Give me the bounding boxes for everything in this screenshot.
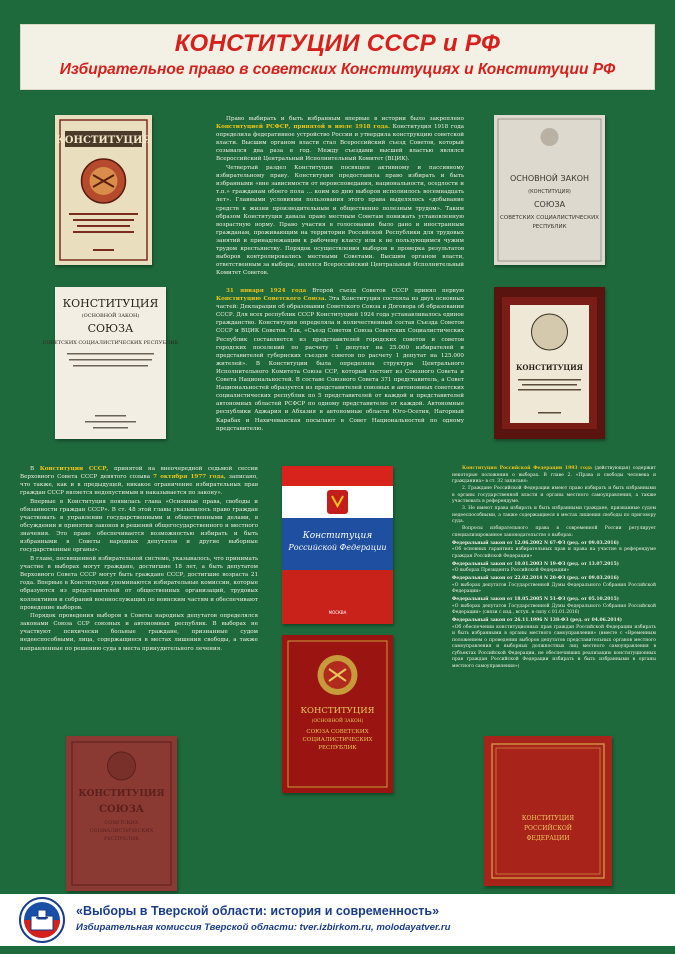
book-constitution-1924	[42, 287, 179, 439]
paragraph: Четвертый раздел Конституции посвящен активному и пассивному избирательному праву. Конституция предоставила право избирать и быть избранными «вне зависимости от вероисповедания, национальности, оседлости и т.п.» гражданам обоего пола … коим ко дню выборов исполнилось восемнадцать лет». Главными условиями пользования этого права выделялось «добывание средств к жизни производительным и общественно полезным трудом». Таким образом Конституция давала право местным Советам понижать установленную возрастную норму. Право участия в голосовании было дано и иностранным гражданам, проживающим на территории Российской Республики для трудовых занятий и принадлежащим к рабочему классу или к не пользующимся чужим трудом крестьянству. Порядок осуществления выборов и проверка результатов выборов контролировались местными Советами. Высшим органом власти, ответственным за выборы, являлся Всероссийский Центральный Исполнительный Комитет Советов.	[216, 165, 464, 277]
paragraph: Порядок проведения выборов в Советы народных депутатов определялся законами Союза ССР союзных и автономных республик. В выборах не участвуют психически больные граждане, признанные судом недееспособными, лица, содержащиеся в местах лишения свободы, а также направленные по решению суда в места принудительного лечения.	[20, 613, 258, 652]
svg-text:СОВЕТСКИХ СОЦИАЛИСТИЧЕСКИХ: СОВЕТСКИХ СОЦИАЛИСТИЧЕСКИХ	[500, 215, 599, 221]
svg-text:ФЕДЕРАЦИИ: ФЕДЕРАЦИИ	[526, 835, 570, 842]
highlight-constitution-rf: Конституция Российской Федерации 1993 года	[462, 466, 592, 471]
svg-text:КОНСТИТУЦИЯ: КОНСТИТУЦИЯ	[300, 706, 375, 716]
svg-text:(ОСНОВНОЙ ЗАКОН): (ОСНОВНОЙ ЗАКОН)	[311, 719, 364, 724]
law-title: «Об обеспечении конституционных прав граждан Российской Федерации избирать и быть избранными в органы местного самоуправления» (вместе с «Временным положением о проведении выборов депутатов представительных органов местного самоуправления и выборных должностных лиц местного самоуправления в субъектах Российской Федерации, не обеспечивших реализацию конституционных прав граждан Российской Федерации избирать и быть избранными в органы местного самоуправления»)	[452, 624, 656, 669]
svg-text:СОЦИАЛИСТИЧЕСКИХ: СОЦИАЛИСТИЧЕСКИХ	[89, 828, 154, 834]
text-block-1977	[20, 465, 258, 653]
text: В	[30, 466, 35, 472]
footer	[0, 894, 675, 946]
svg-text:РЕСПУБЛИК: РЕСПУБЛИК	[318, 745, 357, 751]
law-item	[452, 597, 656, 617]
text-block-1993	[452, 466, 656, 670]
paragraph: 3. Не имеют права избирать и быть избранными граждане, признанные судом недееспособными, а также содержащиеся в местах лишения свободы по приговору суда.	[452, 506, 656, 524]
svg-text:СОВЕТСКИХ СОЦИАЛИСТИЧЕСКИХ РЕС: СОВЕТСКИХ СОЦИАЛИСТИЧЕСКИХ РЕСПУБЛИК	[42, 340, 179, 346]
page-title: КОНСТИТУЦИИ СССР и РФ	[174, 30, 501, 57]
svg-text:КОНСТИТУЦИЯ: КОНСТИТУЦИЯ	[516, 363, 583, 372]
text: записано, что также, как и в предыдущей, никакое ограничение избирательных прав граждан СССР является недопустимым и наказывается по закону».	[20, 474, 259, 497]
paragraph	[216, 287, 464, 433]
footer-title: «Выборы в Тверской области: история и современность»	[76, 904, 440, 918]
highlight-1924: Конституцию Советского Союза.	[216, 296, 327, 303]
svg-text:КОНСТИТУЦИЯ: КОНСТИТУЦИЯ	[78, 789, 165, 799]
paragraph: Впервые в Конституция появилась глава «Основные права, свободы и обязанности граждан СССР». В ст. 48 этой главы указывалось право граждан участвовать в управлении государственными и общественными делами, в обсуждении и принятии законов и решений общегосударственного и местного значения. Это право обеспечивается возможностью избирать и быть избранными в Советы народных депутатов и другие выборные государственные органы».	[20, 498, 258, 554]
svg-text:РОССИЙСКОЙ: РОССИЙСКОЙ	[524, 825, 572, 832]
law-title: «О выборах Президента Российской Федерации»	[452, 568, 570, 573]
law-item	[452, 562, 656, 575]
text: Конституция 1918 года определила федеративное устройство России и утвердила конструкцию советской власти. Высшим органом власти стал Всероссийский съезд Советов, который созывался два раза в год. Между съездами высшей властью являлся Всероссийский Центральный Исполнительный Комитет (ВЦИК).	[216, 124, 464, 163]
law-title: «Об основных гарантиях избирательных прав и права на участие в референдуме граждан Российской Федерации»	[452, 547, 656, 559]
book-constitution-rsfsr-red	[494, 287, 605, 439]
svg-text:(ОСНОВНОЙ ЗАКОН): (ОСНОВНОЙ ЗАКОН)	[81, 313, 140, 319]
highlight-date-1924: 31 января 1924 года	[226, 288, 307, 294]
law-title: «О выборах депутатов Государственной Думы Федерального Собрания Российской Федерации»	[452, 582, 656, 594]
text: Право выбирать и быть избранным впервые в истории было закреплено	[226, 116, 464, 122]
law-number: Федеральный закон от 12.06.2002 N 67-ФЗ (ред. от 09.03.2016)	[452, 540, 619, 546]
highlight-1918: Конституцией РСФСР, принятой в июле 1918 года.	[216, 124, 390, 131]
law-title: «О выборах депутатов Государственной Думы Федерального Собрания Российской Федерации» (связи с изд., вступ. в силу с 01.01.2016)	[452, 603, 656, 615]
book-constitution-ussr-brown	[66, 736, 177, 891]
svg-text:ОСНОВНОЙ ЗАКОН: ОСНОВНОЙ ЗАКОН	[509, 174, 590, 183]
svg-text:СОЮЗА: СОЮЗА	[99, 804, 144, 815]
svg-text:СОЦИАЛИСТИЧЕСКИХ: СОЦИАЛИСТИЧЕСКИХ	[302, 737, 373, 743]
law-number: Федеральный закон от 10.01.2003 N 19-ФЗ (ред. от 13.07.2015)	[452, 561, 619, 567]
law-number: Федеральный закон от 18.05.2005 N 51-ФЗ (ред. от 05.10.2015)	[452, 597, 619, 602]
law-item	[452, 576, 656, 596]
book-constitution-rf-1993	[282, 466, 393, 624]
svg-text:СОЮЗА СОВЕТСКИХ: СОЮЗА СОВЕТСКИХ	[306, 729, 369, 735]
svg-text:СОЮЗА: СОЮЗА	[533, 200, 566, 209]
book-constitution-rf-leather	[484, 736, 612, 886]
svg-text:КОНСТИТУЦИЯ: КОНСТИТУЦИЯ	[55, 135, 152, 146]
svg-text:РЕСПУБЛИК: РЕСПУБЛИК	[104, 836, 139, 842]
text: Второй съезд Советов СССР принял первую	[312, 288, 464, 294]
text: (действующая) содержит некоторые положения о выборах. В главе 2. «Права и свободы человека и гражданина» в ст. 32 записано:	[452, 466, 656, 484]
law-number: Федеральный закон от 22.02.2014 N 20-ФЗ (ред. от 09.03.2016)	[452, 576, 619, 581]
svg-text:КОНСТИТУЦИЯ: КОНСТИТУЦИЯ	[521, 815, 575, 822]
law-number: Федеральный закон от 26.11.1996 N 138-ФЗ (ред. от 04.06.2014)	[452, 618, 622, 623]
paragraph	[452, 466, 656, 486]
text: Эта Конституция состояла из двух основных частей: Декларации об образовании Советского Союза и Договора об образовании СССР. Для всех республик СССР Конституцией 1924 года устанавливалось единое гражданство. Конституция определяла и количественный состав Съезда Советов СССР и ВЦИК Советов. Так, «Съезд Советов Союза Советских Социалистических Республик составляется из представителей городских советов и советов городских поселений по расчету 1 депутат на 25.000 избирателей и представителей губернских съездов советов по расчету 1 депутат на 125.000 жителей». В Конституции была определена структура Центрального Исполнительного Комитета Союза ССР, который состоит из Союзного Совета и Совета Национальностей. В составе Союзного Совета 371 представитель, а Совет Национальностей образуется из представителей союзных и автономных советских социалистических республик по 5 представителей от каждой и представителей автономных областей РСФСР по одному представителю от каждой. Автономные республики Аджария и Абхазия и автономные области Юго-Осетия, Нагорный Карабах и Нахичеванская посылают в Совет Национальностей по одному представителю.	[216, 296, 465, 432]
highlight-date-1977: 7 октября 1977 года,	[153, 474, 226, 481]
book-osnovnoy-zakon	[494, 115, 605, 265]
bottom-strip	[0, 946, 675, 954]
svg-text:Российской Федерации: Российской Федерации	[288, 543, 387, 552]
svg-text:(КОНСТИТУЦИЯ): (КОНСТИТУЦИЯ)	[528, 189, 571, 195]
paragraph: В главе, посвященной избирательной системе, указывалось, что принимать участие в выборах могут граждане, достигшие 18 лет, а быть депутатом Верховного Совета СССР могут быть граждане СССР, достигшие возраста 21 года. Впервые в Конституции упоминаются избирательные комиссии, которые образуются из представителей от общественных организаций, трудовых коллективов и собраний военнослужащих по воинским частям и обеспечивают проведение выборов.	[20, 556, 258, 611]
book-constitution-1977-red	[282, 635, 393, 793]
paragraph: Вопросы избирательного права в современной России регулирует специализированное законодательство о выборах:	[452, 526, 656, 538]
svg-text:МОСКВА: МОСКВА	[328, 610, 347, 615]
paragraph: 2. Граждане Российской Федерации имеют право избирать и быть избранными в органы государственной власти и органы местного самоуправления, а также участвовать в референдуме.	[452, 486, 656, 504]
election-commission-logo-icon	[18, 896, 66, 944]
page-subtitle: Избирательное право в советских Конституциях и Конституции РФ	[59, 61, 616, 78]
svg-text:Конституция: Конституция	[302, 531, 373, 541]
header-banner	[20, 24, 655, 90]
svg-text:СОЮЗА: СОЮЗА	[87, 322, 134, 335]
highlight-constitution-ussr: Конституции СССР,	[39, 466, 109, 472]
law-list	[452, 541, 656, 671]
text-block-1918	[216, 115, 464, 278]
svg-text:РЕСПУБЛИК: РЕСПУБЛИК	[532, 224, 567, 230]
svg-text:КОНСТИТУЦИЯ: КОНСТИТУЦИЯ	[62, 297, 159, 310]
text: принятой на внеочередной седьмой сессии Верховного Совета СССР девятого созыва	[20, 466, 259, 481]
paragraph	[20, 465, 258, 497]
footer-subtitle: Избирательная комиссия Тверской области: tver.izbirkom.ru, molodayatver.ru	[76, 922, 451, 933]
book-constitution-1918	[55, 115, 152, 265]
law-item	[452, 541, 656, 561]
svg-text:СОВЕТСКИХ: СОВЕТСКИХ	[104, 820, 139, 826]
law-item	[452, 618, 656, 670]
text-block-1924	[216, 287, 464, 433]
paragraph	[216, 115, 464, 164]
